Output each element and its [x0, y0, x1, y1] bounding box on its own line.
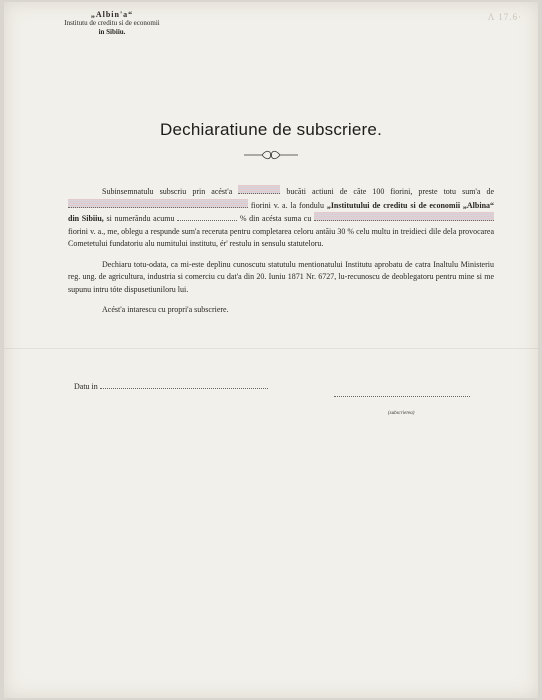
text-fragment: fiorini v. a. la fondulu	[250, 200, 324, 210]
archive-pencil-mark: Λ 17.6·	[487, 12, 522, 22]
text-fragment: si numerăndu acumu	[106, 214, 175, 223]
text-fragment: % din acésta suma cu	[239, 214, 312, 223]
text-fragment: Subinsemnatulu subscriu prin acést'a	[102, 187, 233, 196]
signature-label: (subscrierea)	[388, 411, 415, 416]
text-fragment: fiorini v. a., me, oblegu a respunde sum'a receruta pentru completarea celoru antăiu 30 % celu multu in treidieci dile dela provocarea Cometetului fundatoriu alu numitului institutu, ér' restulu in sensulu statuteloru.	[68, 226, 494, 248]
acknowledgement-paragraph: Dechiaru totu-odata, ca mi-este deplinu cunoscutu statutulu mentionatului Institutu aprobatu de catra Inaltulu Ministeriu reg. ung. de agricultura, industria si comerciu cu dat'a din 20. Iuniu 1871 Nr. 6727, lu-recunoscu de deoblegatoru pentru mine si me supunu intru tóte dispusetiuniloru lui.	[68, 259, 494, 294]
declaration-body	[68, 185, 494, 325]
issuer-city: in Sibiiu.	[98, 28, 126, 36]
subscription-paragraph	[68, 185, 494, 251]
date-field[interactable]	[100, 380, 268, 389]
issuer-header	[42, 10, 182, 37]
signature-field[interactable]	[334, 395, 470, 397]
bank-name: „Albina“	[462, 200, 495, 210]
ornament-divider-icon	[242, 149, 300, 161]
shares-count-field[interactable]	[238, 185, 280, 194]
institute-name: „Institutului de creditu si de economii	[326, 200, 461, 210]
issuer-name: „Albin'a“	[90, 10, 134, 19]
bank-city: din Sibiiu,	[68, 214, 104, 223]
total-sum-field[interactable]	[68, 199, 248, 208]
date-line	[74, 380, 268, 391]
document-sheet	[4, 2, 538, 698]
issuer-description: Institutu de creditu si de economii	[64, 19, 160, 27]
percent-field[interactable]	[177, 212, 237, 221]
date-label: Datu in	[74, 382, 98, 391]
paid-amount-field[interactable]	[314, 212, 494, 221]
fold-line	[4, 348, 538, 349]
text-fragment: bucăti actiuni de căte 100 fiorini, preste totu sum'a de	[286, 187, 495, 196]
confirmation-paragraph: Acést'a intarescu cu propri'a subscriere.	[102, 305, 229, 314]
document-title: Dechiaratiune de subscriere.	[160, 120, 382, 139]
